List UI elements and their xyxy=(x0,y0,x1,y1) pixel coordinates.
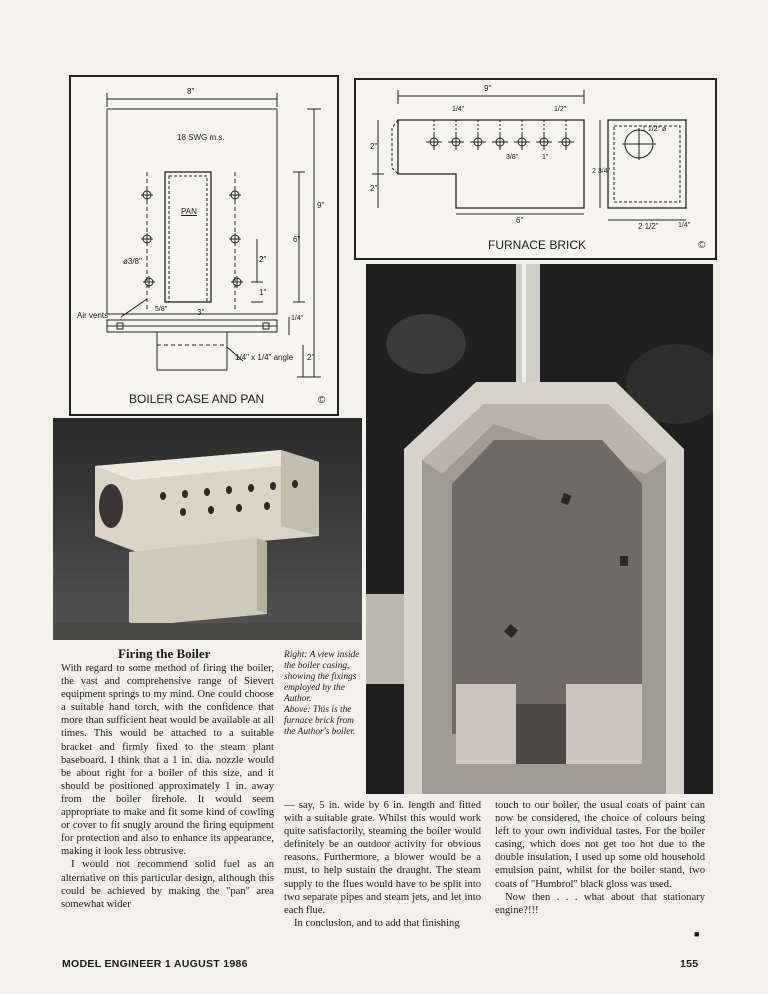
article-column-3 xyxy=(495,799,705,917)
copyright-mark: © xyxy=(698,240,706,251)
brick-dim-two-a: 2" xyxy=(370,142,378,151)
furnace-brick-photo xyxy=(53,418,362,640)
boiler-diagram-title: BOILER CASE AND PAN xyxy=(129,392,265,406)
paragraph: In conclusion, and to add that finishing xyxy=(294,917,460,929)
dim-vent-offset: 5/8" xyxy=(155,306,168,313)
dim-material: 18 SWG m.s. xyxy=(177,133,225,142)
journal-footer: MODEL ENGINEER 1 AUGUST 1986 xyxy=(62,958,248,970)
brick-dim-hole: 1 1/2" ø xyxy=(642,126,667,133)
boiler-casing-image xyxy=(366,264,713,794)
furnace-brick-image xyxy=(53,418,362,640)
brick-dim-end-height: 2 3/4" xyxy=(592,168,611,175)
paragraph: With regard to some method of firing the boiler, the vast and comprehensive range of Sievert equipment springs to my mind. One could choose a suitable hand torch, with the confidence that more than sufficient heat would be available at all times. This would be attached to a suitable bracket and firmly fixed to the steam plant baseboard. I think that a 1 in. dia. nozzle would be about right for a boiler of this size, and it should be positioned approximately 1 in. away from the boiler firehole. It would seem appropriate to make and fit some kind of cowling or cover to fit snugly around the firing equipment for protection and also to enhance its appearance, making it look less obtrusive. xyxy=(61,663,274,858)
brick-dim-quarter: 1/4" xyxy=(452,106,465,113)
brick-dim-one: 1" xyxy=(542,154,549,161)
brick-dim-two-b: 2" xyxy=(370,184,378,193)
furnace-brick-drawing xyxy=(356,80,715,258)
end-mark: ■ xyxy=(694,929,700,939)
dim-width: 8" xyxy=(187,87,195,96)
boiler-case-diagram-panel xyxy=(69,75,339,416)
dim-height: 9" xyxy=(317,201,325,210)
brick-diagram-title: FURNACE BRICK xyxy=(488,238,587,252)
copyright-mark: © xyxy=(318,395,326,406)
brick-dim-length: 9" xyxy=(484,84,492,93)
furnace-brick-diagram-panel xyxy=(354,78,717,260)
article-column-2 xyxy=(284,799,481,930)
brick-dim-half: 1/2" xyxy=(554,106,567,113)
dim-quarter: 1/4" xyxy=(291,315,304,322)
dim-pan-height: 6" xyxy=(293,235,301,244)
dim-pan-width: 3" xyxy=(197,308,205,317)
photo-caption xyxy=(284,650,360,738)
dim-one: 1" xyxy=(259,288,267,297)
dim-pan-depth: 2" xyxy=(307,353,315,362)
brick-dim-end-quarter: 1/4" xyxy=(678,222,691,229)
brick-dim-six: 6" xyxy=(516,216,524,225)
dim-two: 2" xyxy=(259,255,267,264)
boiler-casing-photo xyxy=(366,264,713,794)
dim-hole-dia: ø3/8" xyxy=(123,257,142,266)
paragraph: — say, 5 in. wide by 6 in. length and fitted with a suitable grate. Whilst this would work quite satisfactorily, steaming the boiler would definitely be an outdoor activity for obvious reasons. Furthermore, a blower would be a must, to help sustain the draught. The steam supply to the flues would have to be split into two separate pipes and steam jets, and let into each flue. xyxy=(284,800,481,916)
page-number: 155 xyxy=(680,958,699,970)
paragraph: touch to our boiler, the usual coats of paint can now be considered, the choice of colours being left to your own individual tastes. For the boiler casing, which does not get too hot due to the double insulation, I used up some old household emulsion paint, whilst for the boiler stand, two coats of "Humbrol" black gloss was used. xyxy=(495,800,705,890)
paragraph: I would not recommend solid fuel as an alternative on this particular design, although this could be achieved by making the "pan" area somewhat wider xyxy=(61,859,274,910)
caption-right: Right: A view inside the boiler casing, showing the fixings employed by the Author. xyxy=(284,650,360,704)
article-column-1 xyxy=(61,662,274,911)
brick-dim-three-eighths: 3/8" xyxy=(506,154,519,161)
boiler-case-drawing xyxy=(71,77,337,414)
paragraph: Now then . . . what about that stationary engine?!!! xyxy=(495,891,705,916)
pan-label: PAN xyxy=(181,207,197,216)
air-vents-label: Air vents xyxy=(77,311,109,320)
dim-angle: 1/4" x 1/4" angle xyxy=(235,353,294,362)
caption-above: Above: This is the furnace brick from the Author's boiler. xyxy=(284,705,356,737)
brick-dim-end-width: 2 1/2" xyxy=(638,222,659,231)
article-heading: Firing the Boiler xyxy=(118,646,211,661)
